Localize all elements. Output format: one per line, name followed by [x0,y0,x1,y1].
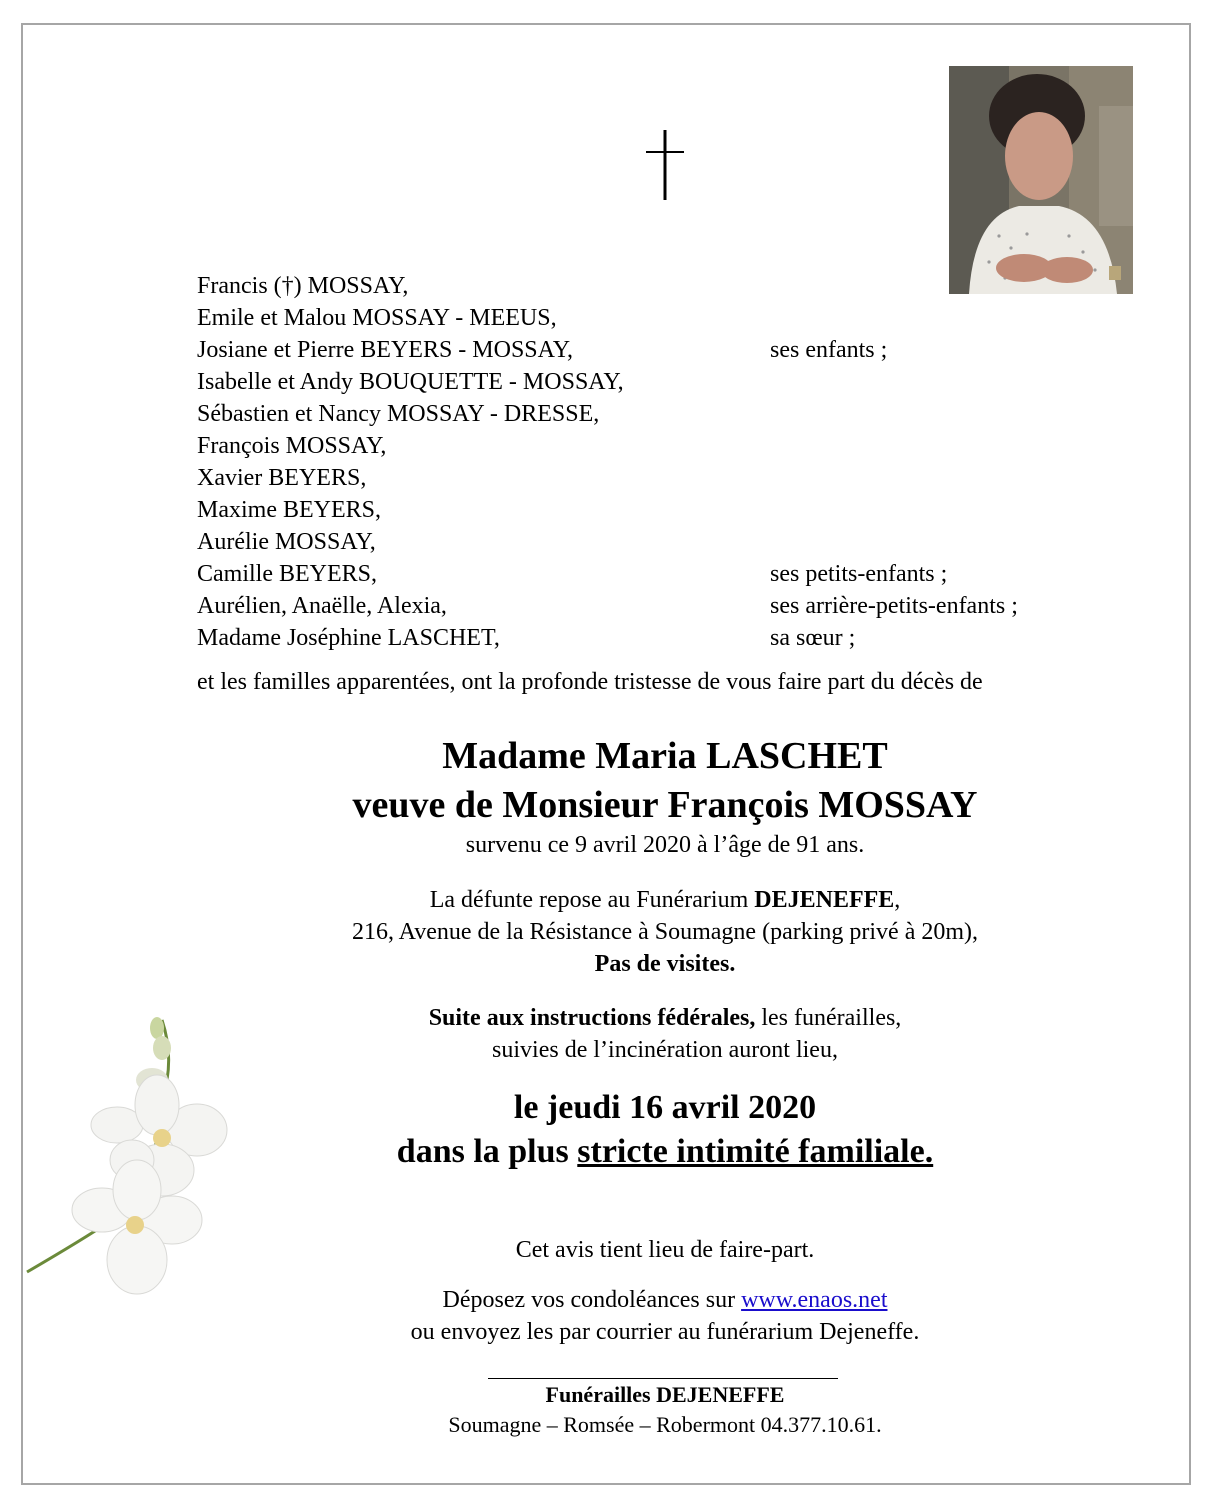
instructions-rest: les funérailles, [755,1005,902,1031]
family-member-name: Aurélie MOSSAY, [197,529,376,555]
family-relation: ses arrière-petits-enfants ; [770,593,1018,619]
condolences-link[interactable]: www.enaos.net [741,1287,888,1313]
family-member-name: Camille BEYERS, [197,561,377,587]
family-member-name: Josiane et Pierre BEYERS - MOSSAY, [197,337,574,363]
rest-prefix: La défunte repose au Funérarium [429,887,755,913]
widow-of: veuve de Monsieur François MOSSAY [352,784,978,826]
footer-divider [488,1378,838,1379]
portrait-photo [949,66,1133,294]
footer-locations: Soumagne – Romsée – Robermont 04.377.10.61. [448,1412,882,1437]
family-member-name: Madame Joséphine LASCHET, [197,625,500,651]
funeral-home-name: DEJENEFFE [754,887,895,913]
instructions-bold: Suite aux instructions fédérales, [428,1005,756,1031]
ceremony-place [120,1130,1210,1174]
orchid-image [22,1010,252,1300]
family-row [197,334,1097,366]
cross-icon [640,128,690,202]
family-row [197,494,1097,526]
instructions-line [120,1002,1210,1034]
family-relation: ses enfants ; [770,337,888,363]
family-row [197,590,1097,622]
address: 216, Avenue de la Résistance à Soumagne (parking privé à 20m), [351,919,979,945]
family-row [197,558,1097,590]
family-relation: ses petits-enfants ; [770,561,948,587]
notice: Cet avis tient lieu de faire-part. [515,1237,815,1263]
family-member-name: Sébastien et Nancy MOSSAY - DRESSE, [197,401,600,427]
family-row [197,622,1097,654]
deceased-name: Madame Maria LASCHET [442,735,888,777]
ceremony-place-underlined: stricte intimité familiale. [577,1133,934,1170]
ceremony-place-prefix: dans la plus [396,1133,578,1170]
family-row [197,430,1097,462]
family-member-name: Francis (†) MOSSAY, [197,273,409,299]
condolences-prefix: Déposez vos condoléances sur [442,1287,742,1313]
family-row [197,462,1097,494]
footer-company: Funérailles DEJENEFFE [545,1382,785,1407]
family-list [197,270,1097,654]
family-row [197,270,1097,302]
no-visits: Pas de visites. [594,951,736,977]
rest-suffix: , [894,887,901,913]
family-row [197,366,1097,398]
condolences-line2: ou envoyez les par courrier au funérarium Dejeneffe. [410,1319,920,1345]
family-row [197,302,1097,334]
instructions-line2: suivies de l’incinération auront lieu, [492,1037,838,1063]
condolences-line [120,1284,1210,1316]
family-relation: sa sœur ; [770,625,856,651]
family-row [197,526,1097,558]
family-row [197,398,1097,430]
date-age: survenu ce 9 avril 2020 à l’âge de 91 ans. [465,832,865,858]
rest-line [120,884,1210,916]
ceremony-date: le jeudi 16 avril 2020 [513,1089,817,1126]
family-member-name: Aurélien, Anaëlle, Alexia, [197,593,447,619]
intro-text: et les familles apparentées, ont la profonde tristesse de vous faire part du décès de [197,669,983,695]
family-member-name: Maxime BEYERS, [197,497,381,523]
family-member-name: François MOSSAY, [197,433,387,459]
family-member-name: Isabelle et Andy BOUQUETTE - MOSSAY, [197,369,624,395]
family-member-name: Emile et Malou MOSSAY - MEEUS, [197,305,557,331]
family-member-name: Xavier BEYERS, [197,465,367,491]
